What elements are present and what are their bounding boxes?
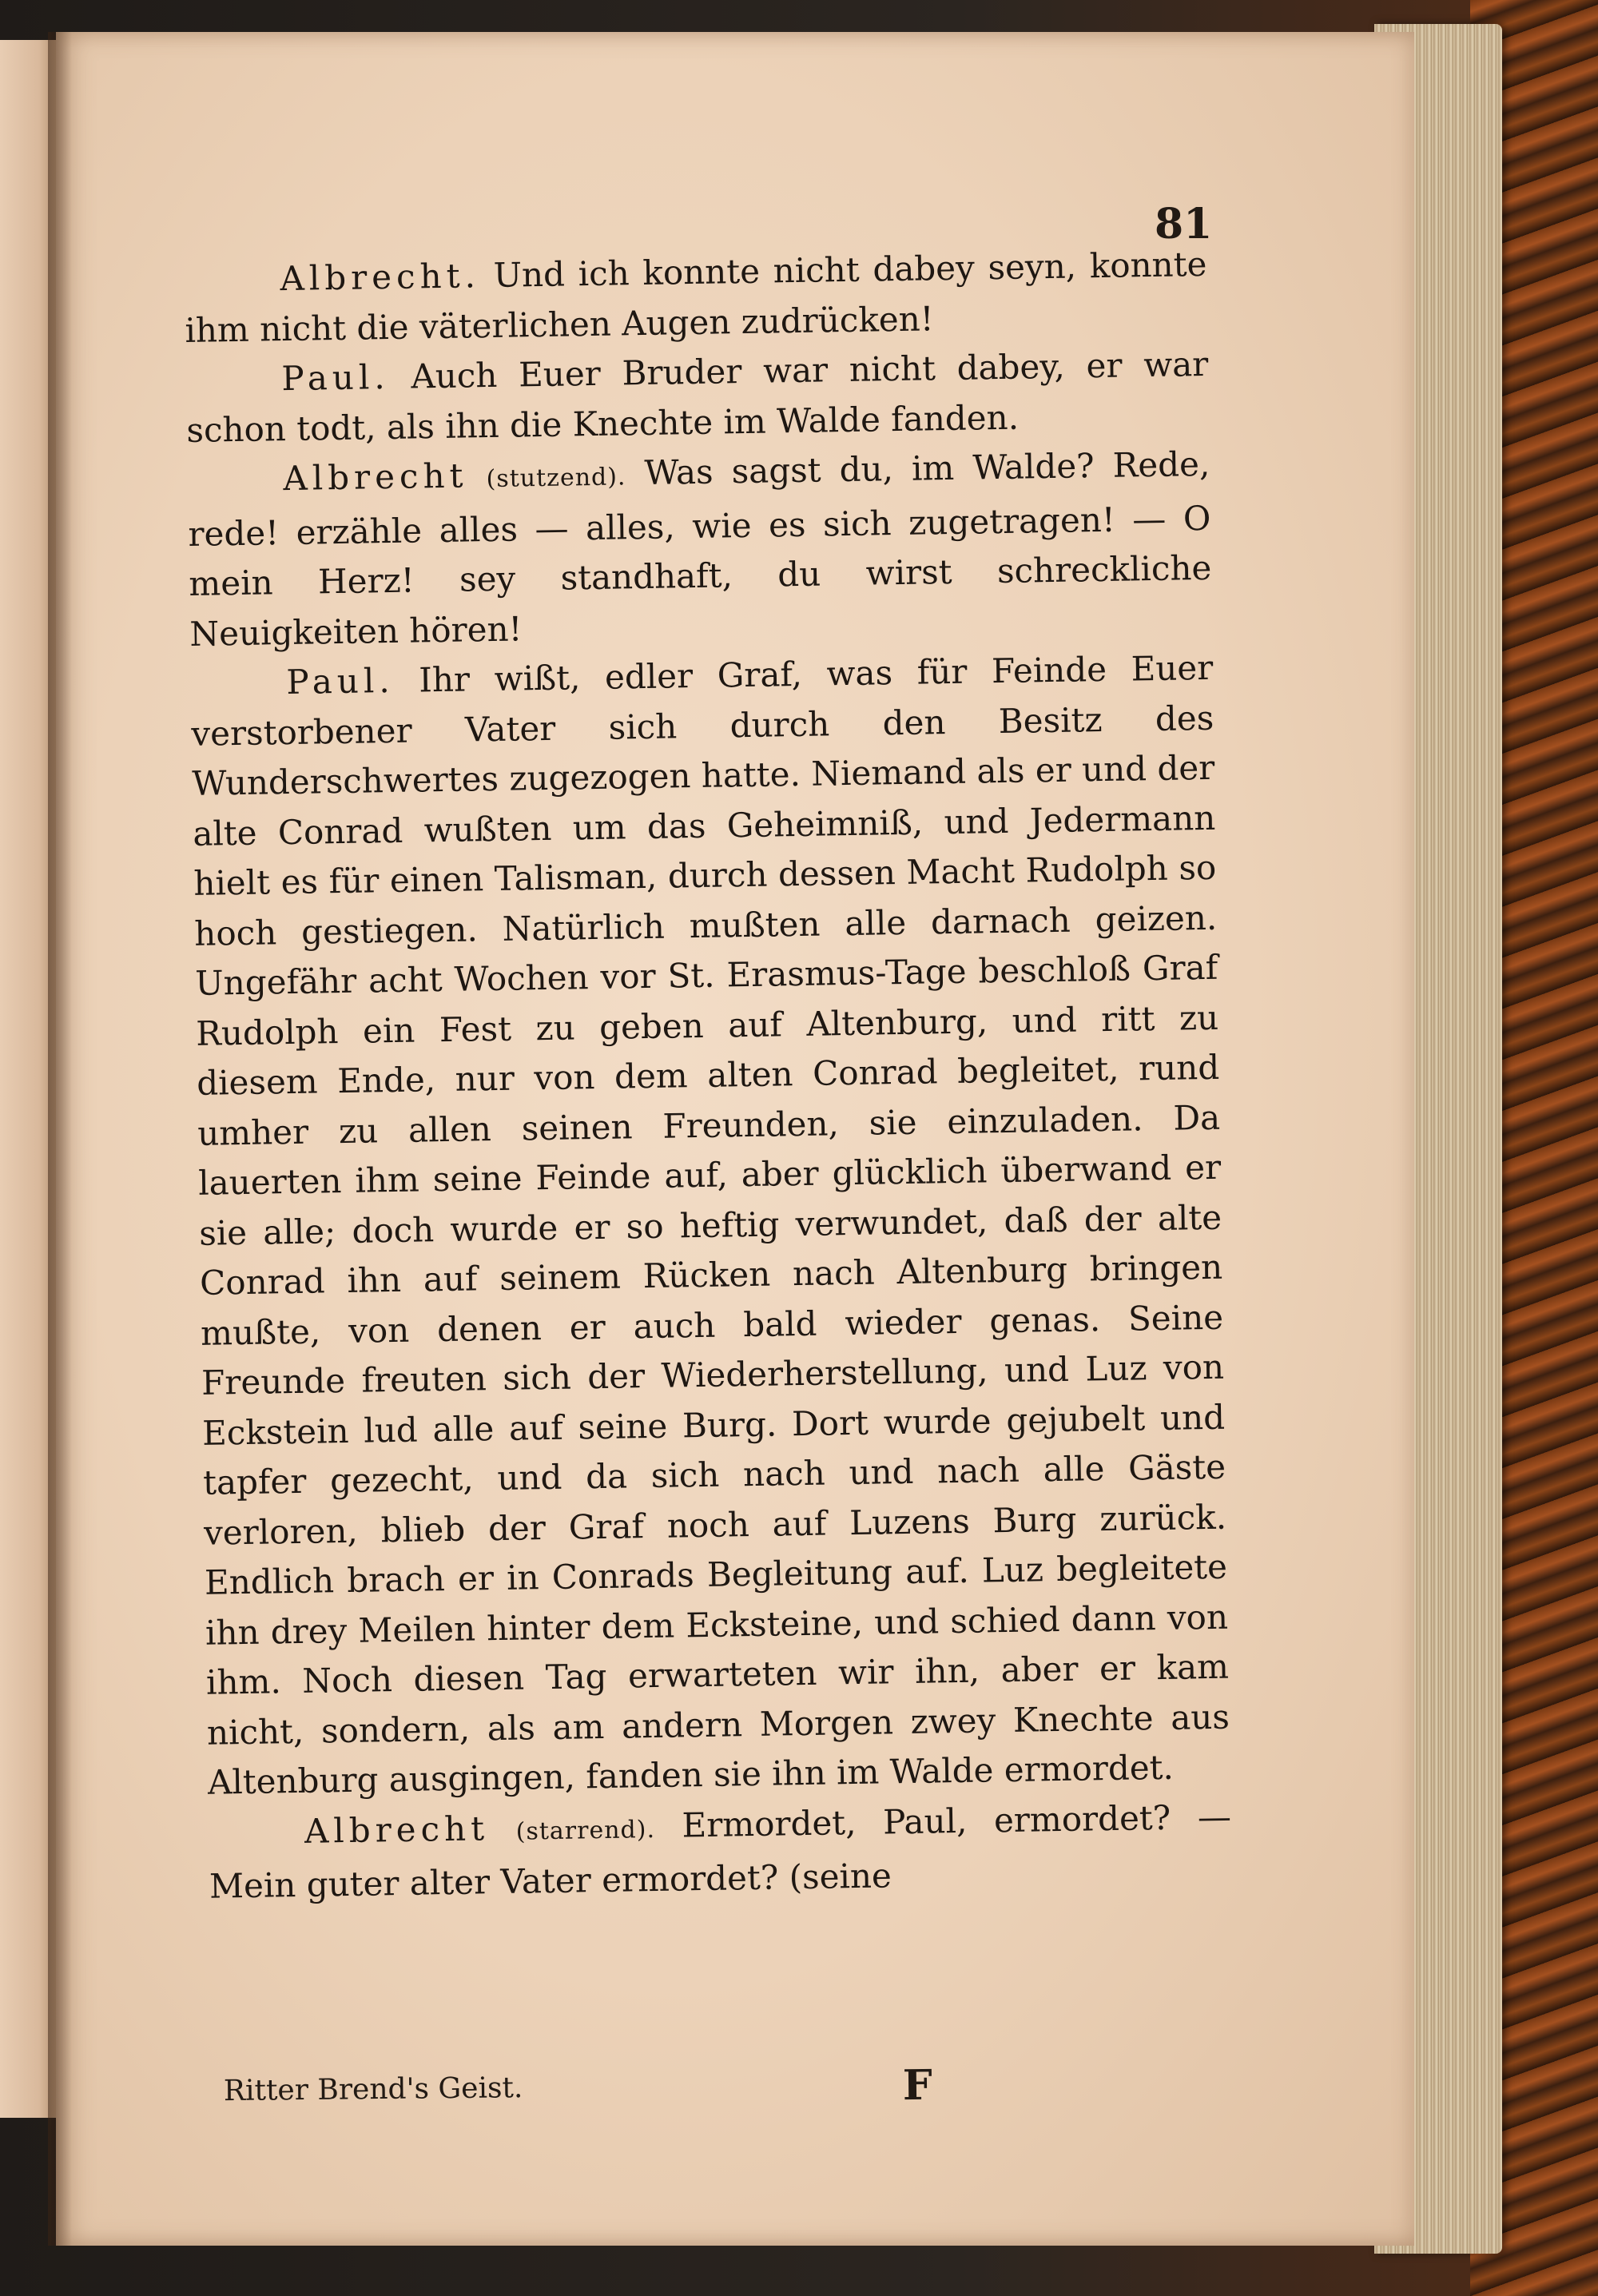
- paragraph-text: Auch Euer Bruder war nicht dabey, er war schon todt, als ihn die Knechte im Walde fanden.: [186, 344, 1209, 450]
- paragraph: [209, 1792, 1233, 1912]
- gutter-shadow: [48, 32, 72, 2246]
- stage-direction: (stutzend).: [486, 463, 626, 494]
- paragraph-text: Ihr wißt, edler Graf, was für Feinde Euer verstorbener Vater sich durch den Besitz des Wunderschwertes zugezogen hatte. Niemand als er und der alte Conrad wußten um das Geheimniß, und Jedermann hielt es für einen Talisman, durch dessen Macht Rudolph so hoch gestiegen. Natürlich mußten alle darnach geizen. Ungefähr acht Wochen vor St. Erasmus-Tage beschloß Graf Rudolph ein Fest zu geben auf Altenburg, und ritt zu diesem Ende, nur von dem alten Conrad begleitet, rund umher zu allen seinen Freunden, sie einzuladen. Da lauerten ihm seine Feinde auf, aber glücklich überwand er sie alle; doch wurde er so heftig verwundet, daß der alte Conrad ihn auf seinem Rücken nach Altenburg bringen mußte, von denen er auch bald wieder genas. Seine Freunde freuten sich der Wiederherstellung, und Luz von Eckstein lud alle auf seine Burg. Dort wurde gejubelt und tapfer gezecht, und da sich nach und nach alle Gäste verloren, blieb der Graf noch auf Luzens Burg zurück. Endlich brach er in Conrads Begleitung auf. Luz begleitete ihn drey Meilen hinter dem Ecksteine, und schied dann von ihm. Noch diesen Tag erwarteten wir ihn, aber er kam nicht, sondern, als am andern Morgen zwey Knechte aus Altenburg ausgingen, fanden sie ihn im Walde ermordet.: [191, 647, 1230, 1802]
- paragraph: [187, 440, 1213, 659]
- speaker-name: Paul.: [281, 356, 391, 399]
- stage-direction: (starrend).: [515, 1815, 656, 1846]
- paragraph: [184, 240, 1208, 356]
- running-footer-title: Ritter Brend's Geist.: [223, 2071, 523, 2108]
- paragraph: [190, 643, 1230, 1808]
- speaker-name: Albrecht.: [280, 256, 481, 299]
- paragraph-text: Ermordet, Paul, ermordet? — Mein guter alter Vater ermordet? (seine: [209, 1797, 1232, 1906]
- speaker-name: Albrecht: [283, 456, 468, 499]
- speaker-name: Albrecht: [304, 1808, 490, 1851]
- paragraph: [185, 340, 1210, 456]
- paragraph-text: Was sagst du, im Walde? Rede, rede! erzähle alles — alles, wie es sich zugetragen! — O mein Herz! sey standhaft, du wirst schreckliche Neuigkeiten hören!: [188, 444, 1212, 654]
- paragraph-text: Und ich konnte nicht dabey seyn, konnte ihm nicht die väterlichen Augen zudrücken!: [185, 244, 1207, 350]
- printer-signature-mark: F: [902, 2060, 933, 2111]
- page-number: 81: [1155, 200, 1213, 249]
- body-text: [184, 240, 1232, 1912]
- speaker-name: Paul.: [286, 660, 396, 702]
- page-footer: [168, 2060, 1207, 2131]
